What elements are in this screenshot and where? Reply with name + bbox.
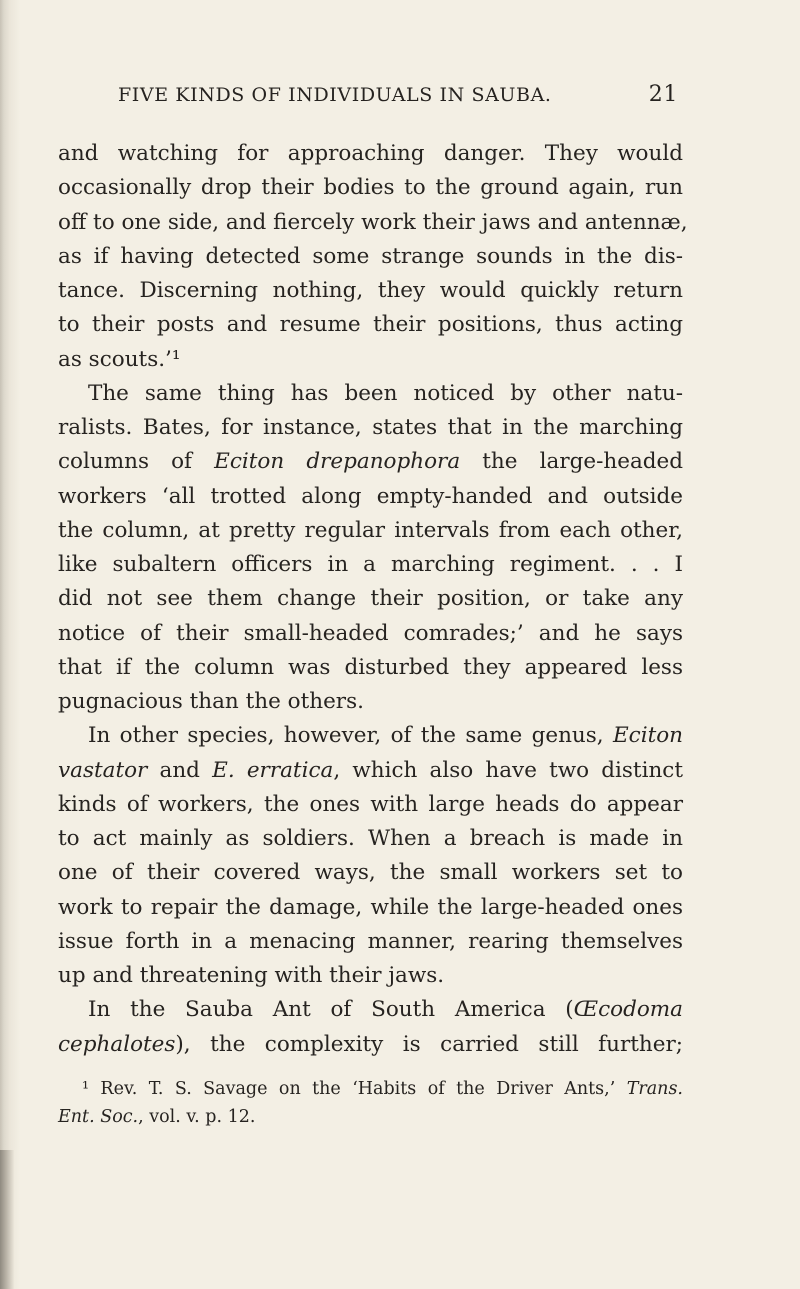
text-line: up and threatening with their jaws. (58, 963, 445, 988)
footnotes (58, 1075, 683, 1131)
page-number: 21 (648, 82, 678, 107)
text-line: like subaltern officers in a marching regiment. . . I (58, 552, 683, 577)
text-line: The same thing has been noticed by other natu- (88, 380, 683, 406)
page-edge-shadow (0, 0, 20, 1289)
text-line: occasionally drop their bodies to the ground again, run (58, 175, 683, 201)
footnote-line: Ent. Soc., vol. v. p. 12. (58, 1107, 256, 1127)
text-line: work to repair the damage, while the large-headed ones (58, 894, 683, 920)
text-line: as if having detected some strange sounds in the dis- (58, 243, 683, 269)
text-line: workers ‘all trotted along empty-handed and outside (58, 483, 683, 509)
text-line: and watching for approaching danger. They would (58, 141, 683, 166)
page-edge-shadow-bottom (0, 1150, 14, 1289)
text-line: notice of their small-headed comrades;’ and he says (58, 620, 683, 646)
text-line: ralists. Bates, for instance, states that in the marching (58, 415, 683, 440)
text-line: cephalotes), the complexity is carried still further; (58, 1031, 683, 1057)
body-text (58, 137, 688, 1062)
text-line: as scouts.’¹ (58, 346, 181, 372)
text-line: kinds of workers, the ones with large heads do appear (58, 791, 683, 817)
text-line: to act mainly as soldiers. When a breach is made in (58, 826, 683, 851)
text-line: that if the column was disturbed they appeared less (58, 654, 683, 680)
text-line: the column, at pretty regular intervals from each other, (58, 517, 683, 543)
text-line: tance. Discerning nothing, they would quickly return (58, 278, 683, 303)
text-line: pugnacious than the others. (58, 689, 364, 714)
text-line-italic-taxon: columns of Eciton drepanophora the large-headed (58, 449, 684, 475)
text-line: off to one side, and fiercely work their jaws and antennæ, (58, 209, 688, 235)
text-line: In other species, however, of the same genus, Eciton (88, 723, 683, 749)
text-line: to their posts and resume their positions, thus acting (58, 312, 683, 338)
text-line: did not see them change their position, or take any (58, 586, 683, 612)
running-head (118, 84, 678, 114)
text-line: In the Sauba Ant of South America (Œcodoma (88, 997, 683, 1023)
footnote-line: ¹ Rev. T. S. Savage on the ‘Habits of the Driver Ants,’ Trans. (82, 1079, 683, 1099)
text-line: issue forth in a menacing manner, rearing themselves (58, 928, 683, 954)
text-line: one of their covered ways, the small workers set to (58, 860, 683, 886)
chapter-running-title: FIVE KINDS OF INDIVIDUALS IN SAUBA. (118, 84, 552, 106)
text-line: vastator and E. erratica, which also have two distinct (58, 757, 683, 783)
